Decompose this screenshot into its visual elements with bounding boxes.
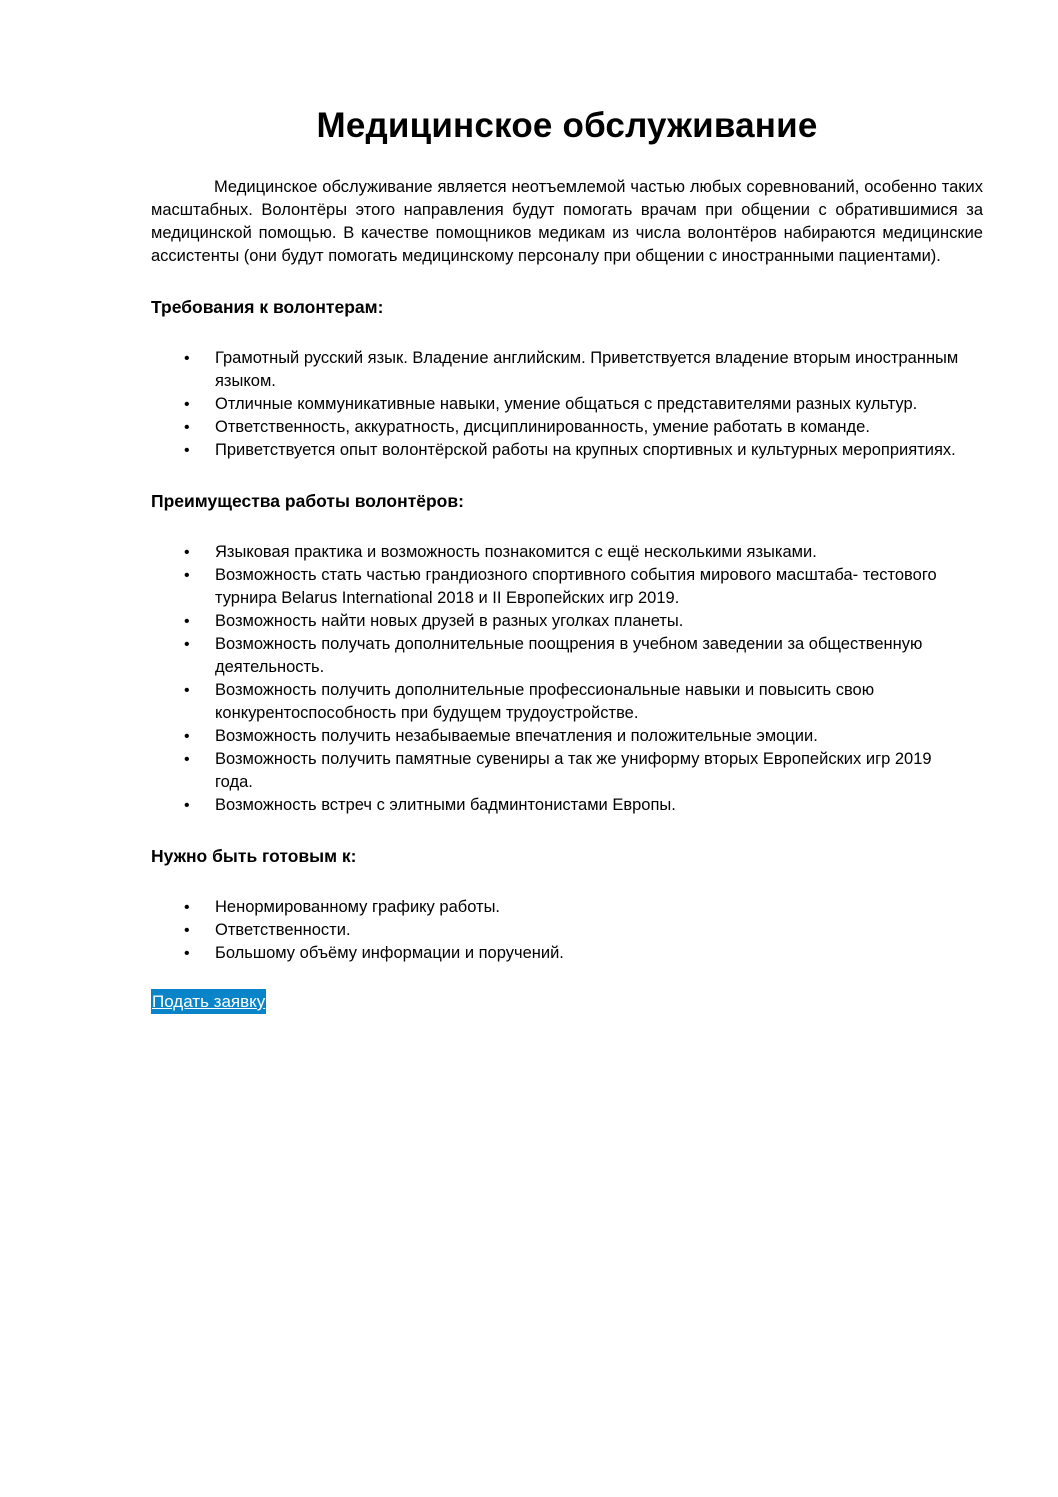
- advantages-heading: Преимущества работы волонтёров:: [151, 491, 464, 511]
- bullet-icon: •: [184, 728, 190, 745]
- list-item: [151, 633, 983, 679]
- requirements-list: [151, 347, 983, 462]
- document-title: Медицинское обслуживание: [316, 106, 818, 145]
- list-item-text: Возможность стать частью грандиозного спортивного события мирового масштаба- тестового турнира Belarus International 2018 и II Европейских игр 2019.: [215, 566, 937, 607]
- list-item-text: Ненормированному графику работы.: [215, 898, 501, 916]
- list-item-text: Ответственности.: [215, 921, 351, 939]
- bullet-icon: •: [184, 544, 190, 561]
- list-item-text: Возможность получить дополнительные профессиональные навыки и повысить свою конкурентоспособность при будущем трудоустройстве.: [215, 681, 875, 722]
- list-item-text: Возможность получить памятные сувениры а так же униформу вторых Европейских игр 2019 года.: [215, 750, 932, 791]
- list-item: [151, 725, 983, 748]
- bullet-icon: •: [184, 396, 190, 413]
- bullet-icon: •: [184, 899, 190, 916]
- bullet-icon: •: [184, 350, 190, 367]
- list-item: [151, 439, 983, 462]
- bullet-icon: •: [184, 419, 190, 436]
- list-item-text: Возможность найти новых друзей в разных уголках планеты.: [215, 612, 684, 630]
- list-item: [151, 416, 983, 439]
- bullet-icon: •: [184, 945, 190, 962]
- list-item-text: Возможность получить незабываемые впечатления и положительные эмоции.: [215, 727, 818, 745]
- intro-paragraph: Медицинское обслуживание является неотъемлемой частью любых соревнований, особенно таких масштабных. Волонтёры этого направления будут помогать врачам при общении с обратившимися за медицинской помощью. В качестве помощников медикам из числа волонтёров набираются медицинские ассистенты (они будут помогать медицинскому персоналу при общении с иностранными пациентами).: [151, 178, 983, 265]
- bullet-icon: •: [184, 567, 190, 584]
- list-item: [151, 610, 983, 633]
- apply-link-container: [151, 989, 983, 1016]
- list-item-text: Грамотный русский язык. Владение английским. Приветствуется владение вторым иностранным языком.: [215, 349, 959, 390]
- readiness-list: [151, 896, 983, 965]
- list-item-text: Отличные коммуникативные навыки, умение общаться с представителями разных культур.: [215, 395, 918, 413]
- bullet-icon: •: [184, 797, 190, 814]
- list-item: [151, 679, 983, 725]
- list-item: [151, 564, 983, 610]
- list-item: [151, 794, 983, 817]
- list-item-text: Большому объёму информации и поручений.: [215, 944, 564, 962]
- bullet-icon: •: [184, 636, 190, 653]
- bullet-icon: •: [184, 442, 190, 459]
- bullet-icon: •: [184, 613, 190, 630]
- list-item-text: Возможность встреч с элитными бадминтонистами Европы.: [215, 796, 676, 814]
- list-item-text: Ответственность, аккуратность, дисциплинированность, умение работать в команде.: [215, 418, 870, 436]
- bullet-icon: •: [184, 682, 190, 699]
- bullet-icon: •: [184, 922, 190, 939]
- list-item: [151, 942, 983, 965]
- list-item: [151, 393, 983, 416]
- list-item-text: Языковая практика и возможность познакомится с ещё несколькими языками.: [215, 543, 817, 561]
- list-item: [151, 748, 983, 794]
- list-item-text: Возможность получать дополнительные поощрения в учебном заведении за общественную деятельность.: [215, 635, 923, 676]
- bullet-icon: •: [184, 751, 190, 768]
- advantages-list: [151, 541, 983, 817]
- list-item: [151, 347, 983, 393]
- requirements-heading: Требования к волонтерам:: [151, 297, 384, 317]
- list-item-text: Приветствуется опыт волонтёрской работы на крупных спортивных и культурных мероприятиях.: [215, 441, 956, 459]
- apply-link[interactable]: Подать заявку: [151, 989, 266, 1014]
- document-page: [151, 0, 983, 1016]
- readiness-heading: Нужно быть готовым к:: [151, 846, 357, 866]
- list-item: [151, 919, 983, 942]
- list-item: [151, 896, 983, 919]
- list-item: [151, 541, 983, 564]
